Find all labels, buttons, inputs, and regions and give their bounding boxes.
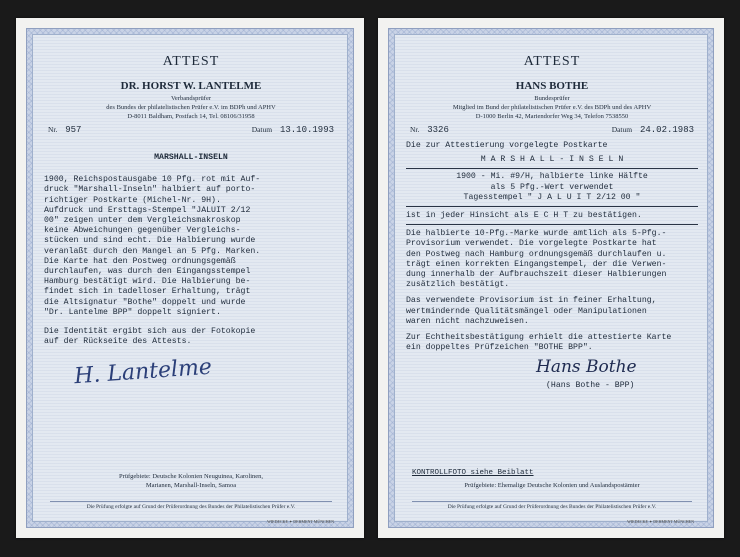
- date-value: 13.10.1993: [279, 125, 334, 135]
- body-line: Hamburg bestätigt wird. Die Halbierung be-: [44, 277, 251, 287]
- paragraph-condition: [406, 296, 698, 327]
- para-line: Zur Echtheitsbestätigung erhielt die attestierte Karte: [406, 333, 672, 343]
- examiner-role: Bundesprüfer: [534, 95, 570, 102]
- number-label: Nr.: [48, 125, 58, 134]
- exam-area-line: Marianen, Marshall-Inseln, Samoa: [145, 482, 237, 489]
- para-line: den Postweg nach Hamburg ordnungsgemäß durchlaufen u.: [406, 249, 667, 259]
- identity-line: Die Identität ergibt sich aus der Fotokopie: [44, 327, 256, 337]
- divider: [406, 206, 698, 207]
- date-label: Datum: [611, 125, 633, 134]
- certificate-bothe: [378, 18, 724, 538]
- body-line: die Altsignatur "Bothe" doppelt und wurde: [44, 297, 246, 307]
- control-photo-note: KONTROLLFOTO siehe Beiblatt: [412, 468, 534, 477]
- para-line: Provisorium verwendet. Die vorgelegte Postkarte hat: [406, 239, 657, 249]
- paragraph-confirmation: [406, 333, 698, 353]
- printer-mark: WIEDECKE ✦ DEHMENT MÜNCHEN: [627, 519, 694, 524]
- divider: [406, 224, 698, 225]
- body-line: Aufdruck und Ersttags-Stempel "JALUIT 2/12: [44, 205, 251, 215]
- certificate-content: [44, 40, 338, 524]
- number-date-row: [48, 125, 334, 135]
- body-line: druck "Marshall-Inseln" halbiert auf porto-: [44, 185, 256, 195]
- examiner-name: DR. HORST W. LANTELME: [120, 80, 262, 92]
- body-line: findet sich in tadelloser Erhaltung, trägt: [44, 287, 251, 297]
- para-line: waren nicht nachzuweisen.: [406, 316, 529, 326]
- examiner-role: Verbandsprüfer: [170, 95, 212, 102]
- body-line: durchlaufen, was durch den Eingangsstempel: [44, 267, 251, 277]
- examiner-signature: H. Lantelme: [73, 355, 213, 390]
- divider: [406, 168, 698, 169]
- body-line: richtiger Postkarte (Michel-Nr. 9H).: [44, 195, 221, 205]
- number-value: 957: [65, 125, 82, 135]
- body-line: 1900, Reichspostausgabe 10 Pfg. rot mit Auf-: [44, 175, 261, 185]
- date-value: 24.02.1983: [639, 125, 694, 135]
- examiner-address: D-8011 Baldham, Postfach 14, Tel. 08106/31958: [127, 113, 255, 120]
- certificate-title: ATTEST: [162, 54, 220, 69]
- number-label: Nr.: [410, 125, 420, 134]
- detail-line: 1900 - Mi. #9/H, halbierte linke Hälfte: [456, 172, 648, 182]
- body-line: veranlaßt durch den Mangel an 5 Pfg. Marken.: [44, 246, 261, 256]
- para-line: trägt einen korrekten Eingangstempel, der die Verwen-: [406, 259, 667, 269]
- paragraph-provisional: [406, 229, 698, 290]
- detail-line: als 5 Pfg.-Wert verwendet: [490, 182, 614, 192]
- exam-area-line: Prüfgebiete: Ehemalige Deutsche Kolonien und Auslandspostämter: [464, 482, 640, 489]
- exam-areas: [44, 472, 338, 490]
- date-label: Datum: [251, 125, 273, 134]
- body-line: "Dr. Lantelme BPP" doppelt signiert.: [44, 307, 221, 317]
- number-value: 3326: [427, 125, 449, 135]
- certificate-lantelme: [16, 18, 364, 538]
- para-line: Die halbierte 10-Pfg.-Marke wurde amtlich als 5-Pfg.-: [406, 229, 667, 239]
- subject-heading: MARSHALL-INSELN: [154, 153, 228, 162]
- examiner-name: HANS BOTHE: [515, 80, 589, 92]
- certificate-date: [612, 125, 694, 135]
- identity-line: auf der Rückseite des Attests.: [44, 337, 192, 347]
- body-line: stücken und sind echt. Die Halbierung wurde: [44, 236, 256, 246]
- para-line: zusätzlich bestätigt.: [406, 280, 510, 290]
- body-line: Die Karte hat den Postweg ordnungsgemäß: [44, 256, 236, 266]
- certificate-number: [410, 125, 449, 135]
- examiner-address: D-1000 Berlin 42, Mariendorfer Weg 34, Telefon 7538550: [475, 113, 629, 120]
- examiner-signature: Hans Bothe: [536, 357, 637, 378]
- subject-heading: M A R S H A L L - I N S E L N: [480, 155, 624, 165]
- regulation-footer: Die Prüfung erfolgte auf Grund der Prüferordnung des Bundes der Philatelistischen Prüfer e.V.: [406, 501, 698, 510]
- certificate-content: [406, 40, 698, 524]
- certificate-number: [48, 125, 81, 135]
- printer-mark: WIEDECKE ✦ DEHMENT MÜNCHEN: [267, 519, 334, 524]
- genuine-statement: ist in jeder Hinsicht als E C H T zu bestätigen.: [406, 211, 642, 221]
- signoff: (Hans Bothe - BPP): [546, 381, 635, 391]
- para-line: ein doppeltes Prüfzeichen "BOTHE BPP".: [406, 343, 593, 353]
- examiner-association: Mitglied im Bund der philatelistischen Prüfer e.V. des BDPh und des APHV: [452, 104, 652, 111]
- body-line: keine Abweichungen gegenüber Vergleichs-: [44, 226, 241, 236]
- subject-details: [406, 172, 698, 203]
- number-date-row: [410, 125, 694, 135]
- exam-areas: [406, 468, 698, 490]
- para-line: dung innerhalb der Aufbrauchszeit dieser Halbierungen: [406, 270, 667, 280]
- detail-line: Tagesstempel " J A L U I T 2/12 00 ": [463, 192, 641, 202]
- body-line: 00" zeigen unter dem Vergleichsmakroskop: [44, 216, 241, 226]
- certificate-title: ATTEST: [523, 54, 581, 69]
- para-line: Das verwendete Provisorium ist in feiner Erhaltung,: [406, 296, 657, 306]
- certificate-date: [252, 125, 334, 135]
- exam-area-line: Prüfgebiete: Deutsche Kolonien Neuguinea, Karolinen,: [118, 473, 264, 480]
- examiner-association: des Bundes der philatelistischen Prüfer e.V. im BDPh und APHV: [106, 104, 276, 111]
- certificate-body: [44, 175, 338, 318]
- para-line: wertmindernde Qualitätsmängel oder Manipulationen: [406, 306, 647, 316]
- identity-note: [44, 327, 338, 347]
- intro-line: Die zur Attestierung vorgelegte Postkarte: [406, 141, 608, 150]
- regulation-footer: Die Prüfung erfolgte auf Grund der Prüferordnung des Bundes der Philatelistischen Prüfer e.V.: [44, 501, 338, 510]
